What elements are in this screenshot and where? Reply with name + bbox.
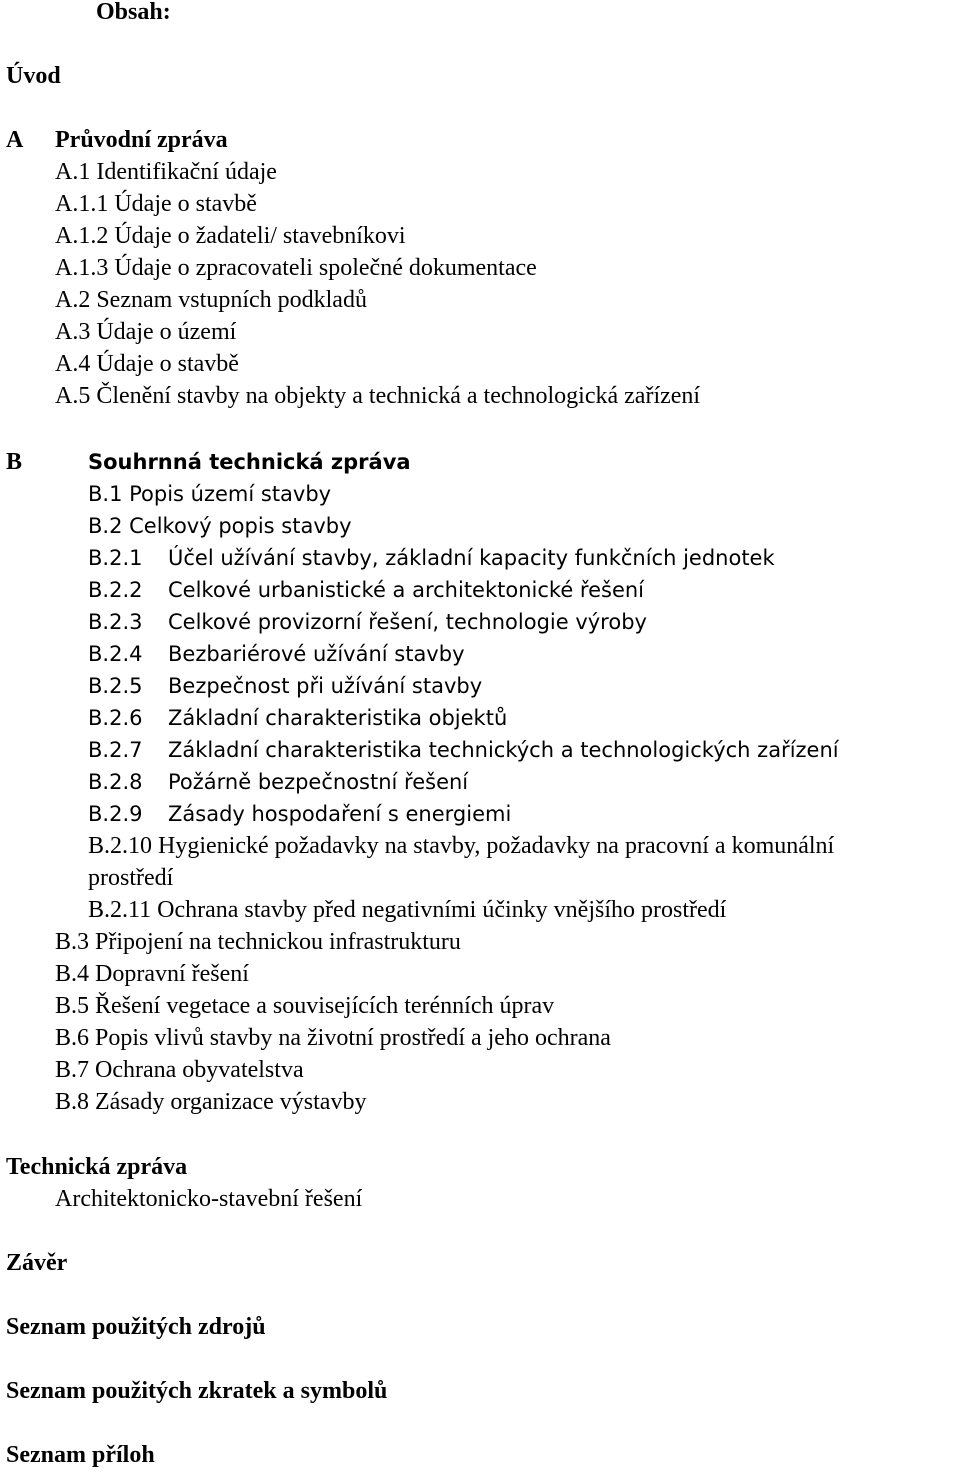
toc-item-b2-11[interactable]: B.2.11 Ochrana stavby před negativními účinky vnějšího prostředí <box>88 897 727 923</box>
toc-item-b2-9-text[interactable]: Zásady hospodaření s energiemi <box>168 802 512 826</box>
toc-item-b1[interactable]: B.1 Popis území stavby <box>88 482 332 506</box>
toc-item-a4[interactable]: A.4 Údaje o stavbě <box>55 351 239 377</box>
toc-item-a5[interactable]: A.5 Členění stavby na objekty a technická a technologická zařízení <box>55 383 701 409</box>
toc-item-b2-5-text[interactable]: Bezpečnost při užívání stavby <box>168 674 483 698</box>
toc-item-a2[interactable]: A.2 Seznam vstupních podkladů <box>55 287 367 313</box>
toc-item-b5[interactable]: B.5 Řešení vegetace a souvisejících terénních úprav <box>55 993 555 1019</box>
toc-item-b2-7-text[interactable]: Základní charakteristika technických a technologických zařízení <box>168 738 839 762</box>
toc-item-a1[interactable]: A.1 Identifikační údaje <box>55 159 277 185</box>
toc-attachments[interactable]: Seznam příloh <box>6 1442 155 1468</box>
section-technical-title[interactable]: Technická zpráva <box>6 1154 188 1180</box>
toc-item-b2-2-text[interactable]: Celkové urbanistické a architektonické řešení <box>168 578 645 602</box>
toc-item-b2-5-num[interactable]: B.2.5 <box>88 674 143 698</box>
section-b-letter: B <box>6 449 23 475</box>
toc-item-b2-9-num[interactable]: B.2.9 <box>88 802 143 826</box>
toc-item-b2-8-text[interactable]: Požárně bezpečnostní řešení <box>168 770 469 794</box>
toc-abbreviations[interactable]: Seznam použitých zkratek a symbolů <box>6 1378 388 1404</box>
section-a-letter: A <box>6 127 24 153</box>
toc-item-a1-1[interactable]: A.1.1 Údaje o stavbě <box>55 191 257 217</box>
toc-item-b2-3-num[interactable]: B.2.3 <box>88 610 143 634</box>
toc-item-b2-6-num[interactable]: B.2.6 <box>88 706 143 730</box>
toc-item-b2[interactable]: B.2 Celkový popis stavby <box>88 514 352 538</box>
toc-item-b2-1-text[interactable]: Účel užívání stavby, základní kapacity funkčních jednotek <box>168 546 775 570</box>
toc-item-b3[interactable]: B.3 Připojení na technickou infrastrukturu <box>55 929 461 955</box>
toc-item-architectural[interactable]: Architektonicko-stavební řešení <box>55 1186 363 1212</box>
toc-item-b2-2-num[interactable]: B.2.2 <box>88 578 143 602</box>
toc-intro[interactable]: Úvod <box>6 63 61 89</box>
section-b-title[interactable]: Souhrnná technická zpráva <box>88 450 411 474</box>
toc-item-a1-3[interactable]: A.1.3 Údaje o zpracovateli společné dokumentace <box>55 255 537 281</box>
toc-item-b2-3-text[interactable]: Celkové provizorní řešení, technologie výroby <box>168 610 647 634</box>
toc-item-b2-6-text[interactable]: Základní charakteristika objektů <box>168 706 508 730</box>
toc-sources[interactable]: Seznam použitých zdrojů <box>6 1314 266 1340</box>
toc-conclusion[interactable]: Závěr <box>6 1250 68 1276</box>
toc-item-b8[interactable]: B.8 Zásady organizace výstavby <box>55 1089 367 1115</box>
toc-item-b2-4-num[interactable]: B.2.4 <box>88 642 143 666</box>
toc-item-a1-2[interactable]: A.1.2 Údaje o žadateli/ stavebníkovi <box>55 223 406 249</box>
toc-item-b7[interactable]: B.7 Ochrana obyvatelstva <box>55 1057 304 1083</box>
toc-item-b2-10[interactable]: B.2.10 Hygienické požadavky na stavby, požadavky na pracovní a komunální <box>88 833 835 859</box>
toc-item-b2-8-num[interactable]: B.2.8 <box>88 770 143 794</box>
toc-item-a3[interactable]: A.3 Údaje o území <box>55 319 237 345</box>
toc-item-b4[interactable]: B.4 Dopravní řešení <box>55 961 249 987</box>
toc-item-b6[interactable]: B.6 Popis vlivů stavby na životní prostředí a jeho ochrana <box>55 1025 611 1051</box>
toc-item-b2-7-num[interactable]: B.2.7 <box>88 738 143 762</box>
page-title: Obsah: <box>96 0 171 25</box>
section-a-title[interactable]: Průvodní zpráva <box>55 127 228 153</box>
toc-item-b2-1-num[interactable]: B.2.1 <box>88 546 143 570</box>
toc-item-b2-10-cont[interactable]: prostředí <box>88 865 174 891</box>
toc-item-b2-4-text[interactable]: Bezbariérové užívání stavby <box>168 642 465 666</box>
